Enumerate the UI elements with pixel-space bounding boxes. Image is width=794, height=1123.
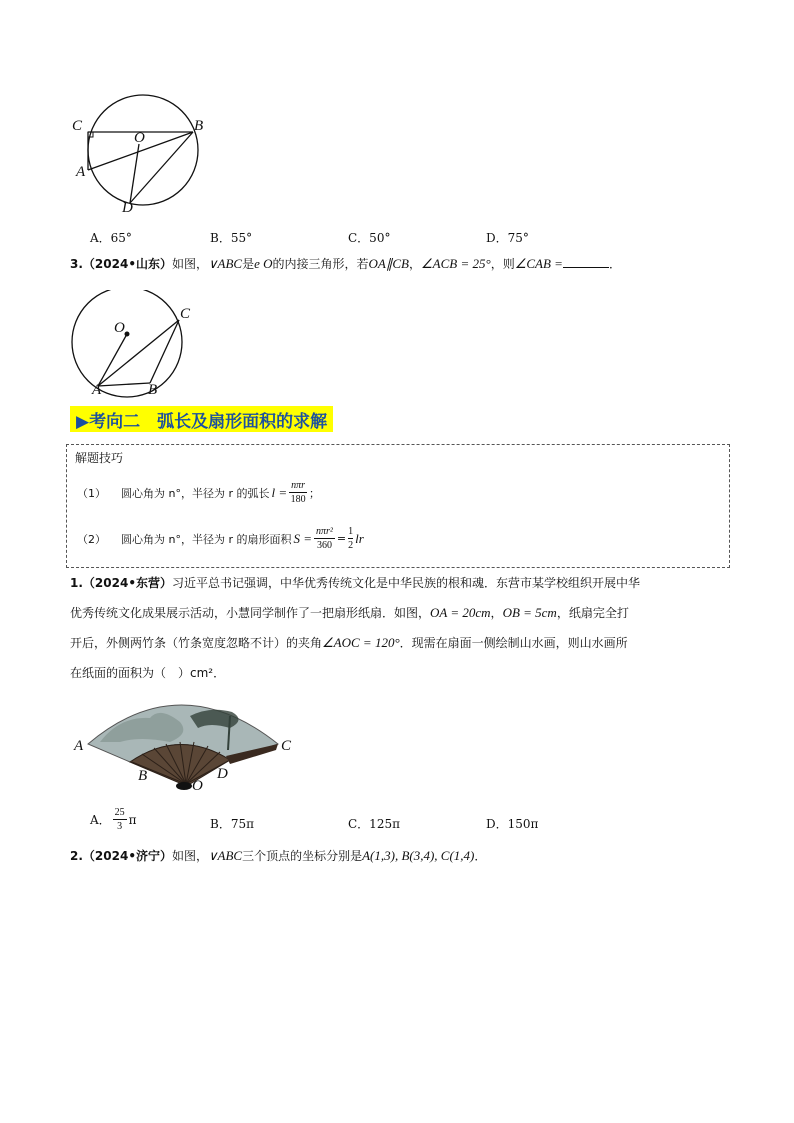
point-label-b: B <box>194 118 204 134</box>
question-text: 如图， <box>172 849 209 863</box>
point-label-o: O <box>192 778 203 794</box>
question-2 <box>70 846 730 866</box>
tip-row-1 <box>77 479 320 506</box>
question-number: 3. <box>70 257 83 271</box>
math-expression: A(1,3), B(3,4), C(1,4) <box>362 848 475 863</box>
tip-number: （1） <box>77 486 106 500</box>
question-text: ， <box>409 257 422 271</box>
point-label-o: O <box>114 320 125 336</box>
point-label-a: A <box>76 164 86 180</box>
answer-blank[interactable] <box>563 255 609 268</box>
fan-illustration <box>70 676 300 802</box>
question-text: 优秀传统文化成果展示活动，小慧同学制作了一把扇形纸扇．如图， <box>70 606 431 620</box>
math-expression: S = <box>293 530 313 546</box>
option-a: A．65° <box>90 231 132 245</box>
tip-text: 圆心角为 n°，半径为 r 的弧长 <box>121 486 270 500</box>
question-text: ，纸扇完全打 <box>556 606 629 620</box>
fraction: $\frac{1}{2}$ <box>348 526 354 551</box>
figure-circle-1 <box>60 88 220 218</box>
question-text: ．现需在扇面一侧绘制山水画，则山水画所 <box>399 636 628 650</box>
fraction: $\frac{\text{nπr}}{180}$ <box>290 480 306 505</box>
question-text: ． <box>474 849 487 863</box>
tip-row-2 <box>77 525 364 552</box>
option-b: B．55° <box>210 231 253 245</box>
point-label-b: B <box>148 382 158 398</box>
section-heading: ▶考向二 弧长及扇形面积的求解 <box>70 406 333 432</box>
math-expression: OA = 20cm <box>430 605 491 620</box>
math-expression: ∨ABC <box>208 848 243 863</box>
question-text: 习近平总书记强调，中华优秀传统文化是中华民族的根和魂．东营市某学校组织开展中华 <box>172 576 641 590</box>
question-text: ， <box>490 606 503 620</box>
tip-text: ； <box>309 486 321 500</box>
point-label-a: A <box>92 382 102 398</box>
math-expression: lr <box>355 530 364 546</box>
question-source: （2024•山东） <box>82 257 172 271</box>
question-text: 的内接三角形，若 <box>272 257 369 271</box>
question-text: 如图， <box>172 257 209 271</box>
option-c: C．50° <box>348 231 391 245</box>
option-c: C．125π <box>348 817 400 831</box>
math-expression: OA∥CB <box>368 256 409 271</box>
tips-title: 解题技巧 <box>75 451 124 465</box>
math-expression: ∨ABC <box>208 256 243 271</box>
question-number: 1. <box>70 576 83 590</box>
option-d: D．75° <box>486 231 529 245</box>
math-expression: ∠ACB = 25° <box>421 256 491 271</box>
point-label-a: A <box>74 738 84 754</box>
fraction: $\frac{\text{nπr²}}{360}$ <box>316 526 333 551</box>
math-expression: ∠CAB = <box>514 256 563 271</box>
question-text: ，则 <box>490 257 515 271</box>
math-expression: = <box>336 532 347 545</box>
math-expression: ∠AOC = 120° <box>322 635 400 650</box>
point-label-d: D <box>122 200 133 216</box>
point-label-c: C <box>281 738 292 754</box>
point-label-c: C <box>72 118 83 134</box>
figure-fan <box>70 676 300 802</box>
option-a: A． $\frac{25}{3}$ π <box>90 807 137 832</box>
point-label-c: C <box>180 306 191 322</box>
figure-circle-2 <box>62 290 202 402</box>
tip-text: 圆心角为 n°，半径为 r 的扇形面积 <box>121 532 292 546</box>
question-3 <box>70 254 730 274</box>
math-expression: OB = 5cm <box>502 605 557 620</box>
tip-number: （2） <box>77 532 106 546</box>
tips-box <box>66 444 730 568</box>
question-text: 是 <box>242 257 255 271</box>
question-text: 三个顶点的坐标分别是 <box>242 849 363 863</box>
question-text: ． <box>608 257 621 271</box>
point-label-o: O <box>134 130 145 146</box>
fraction: $\frac{25}{3}$ <box>114 807 125 832</box>
math-expression: l = <box>271 484 288 500</box>
point-label-b: B <box>138 768 148 784</box>
circle-diagram-1 <box>60 88 220 218</box>
question-source: （2024•济宁） <box>82 849 172 863</box>
question-1 <box>70 568 730 688</box>
math-expression: e O <box>254 256 273 271</box>
option-b: B．75π <box>210 817 254 831</box>
option-d: D．150π <box>486 817 539 831</box>
question-number: 2. <box>70 849 83 863</box>
question-source: （2024•东营） <box>82 576 172 590</box>
question-text: 开后，外侧两竹条（竹条宽度忽略不计）的夹角 <box>70 636 323 650</box>
point-label-d: D <box>217 766 228 782</box>
question-text: 在纸面的面积为（ ）cm²． <box>70 666 226 680</box>
